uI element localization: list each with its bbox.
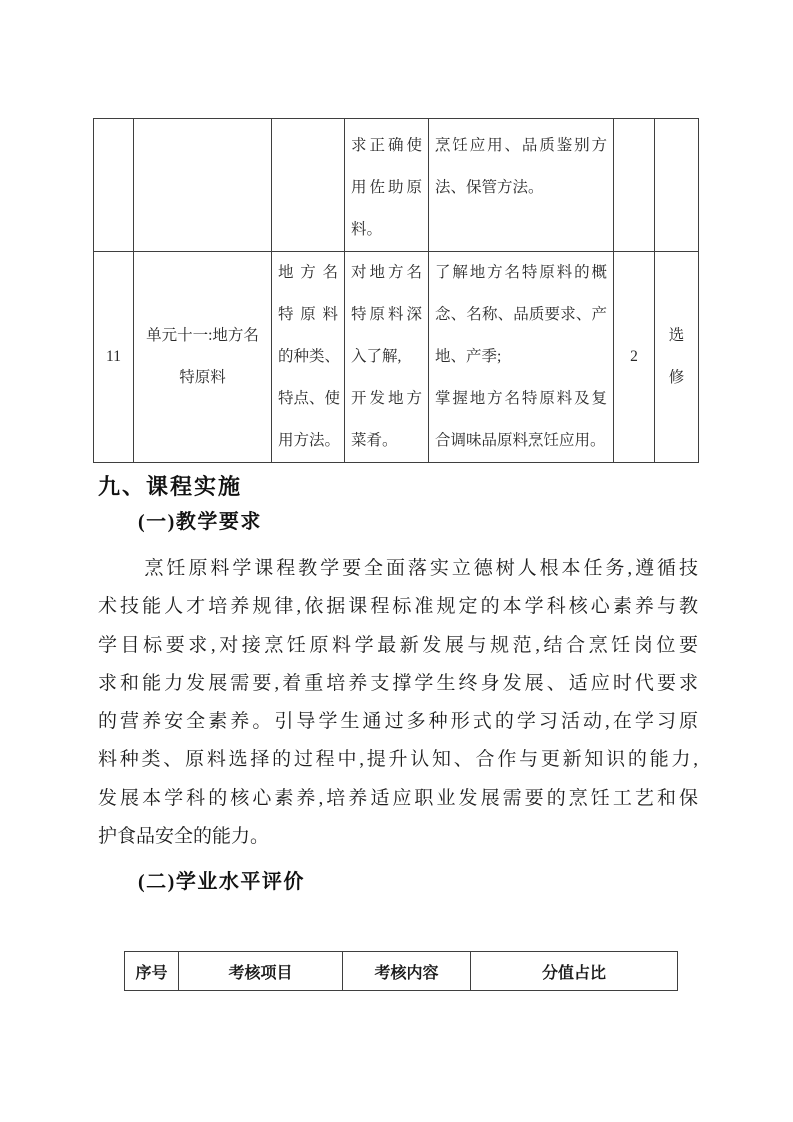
text-line: 术技能人才培养规律,依据课程标准规定的本学科核心素养与教: [98, 596, 698, 618]
cell-unit-name: [134, 252, 272, 463]
text-line: 料。: [351, 221, 383, 238]
text-line: 特原料: [179, 369, 226, 386]
text-line: 料种类、原料选择的过程中,提升认知、合作与更新知识的能力,: [98, 749, 698, 771]
table-row: [94, 252, 699, 463]
text-line: 入了解,: [351, 348, 402, 365]
text-line: 烹饪原料学课程教学要全面落实立德树人根本任务,遵循技: [144, 558, 698, 579]
cell-objective: [429, 252, 614, 463]
cell-requirement: [345, 252, 429, 463]
body-paragraph: [98, 550, 698, 856]
text-line: 的营养安全素养。引导学生通过多种形式的学习活动,在学习原: [98, 711, 698, 733]
text-line: 的种类、: [278, 348, 341, 365]
cell-hours-empty: [614, 119, 655, 252]
section-heading: 九、课程实施: [98, 474, 243, 499]
table-row: [94, 119, 699, 252]
cell-content-empty: [272, 119, 345, 252]
cell-seq: 11: [94, 252, 134, 463]
unit-table: [93, 118, 699, 463]
text-line: 烹饪应用、品质鉴别方: [435, 137, 607, 154]
text-line: 法、保管方法。: [435, 179, 544, 196]
table-header-row: [125, 952, 678, 991]
text-line: 念、名称、品质要求、产: [435, 306, 607, 323]
header-seq: 序号: [125, 952, 179, 991]
text-line: 合调味品原料烹饪应用。: [435, 432, 606, 449]
cell-hours: 2: [614, 252, 655, 463]
text-line: 地方名: [278, 264, 338, 281]
text-line: 学目标要求,对接烹饪原料学最新发展与规范,结合烹饪岗位要: [98, 634, 698, 656]
cell-objective-cont: [429, 119, 614, 252]
text-line: 求和能力发展需要,着重培养支撑学生终身发展、适应时代要求: [98, 672, 698, 694]
subsection-heading-academic-evaluation: (二)学业水平评价: [138, 871, 305, 893]
text-line: 地、产季;: [435, 348, 502, 365]
text-line: 对地方名: [351, 264, 422, 281]
text-line: 修: [668, 369, 685, 386]
cell-requirement-cont: [345, 119, 429, 252]
text-line: 护食品安全的能力。: [98, 826, 270, 848]
text-line: 求正确使: [351, 137, 422, 154]
text-line: 特点、使: [278, 390, 341, 407]
cell-unit-empty: [134, 119, 272, 252]
cell-type: [655, 252, 699, 463]
text-line: 开发地方: [351, 390, 422, 407]
text-line: 用佐助原: [351, 179, 422, 196]
header-score-ratio: 分值占比: [471, 952, 678, 991]
header-exam-content: 考核内容: [343, 952, 471, 991]
cell-type-empty: [655, 119, 699, 252]
evaluation-table: [124, 951, 678, 991]
text-line: 了解地方名特原料的概: [435, 264, 607, 281]
text-line: 单元十一:地方名: [146, 327, 259, 344]
text-line: 特原料深: [351, 306, 422, 323]
header-exam-item: 考核项目: [179, 952, 343, 991]
text-line: 用方法。: [278, 432, 341, 449]
text-line: 特原料: [278, 306, 338, 323]
cell-content: [272, 252, 345, 463]
text-line: 掌握地方名特原料及复: [435, 390, 607, 407]
subsection-heading-teaching-requirements: (一)教学要求: [138, 511, 262, 533]
text-line: 发展本学科的核心素养,培养适应职业发展需要的烹饪工艺和保: [98, 787, 698, 809]
cell-seq-empty: [94, 119, 134, 252]
text-line: 菜肴。: [351, 432, 398, 449]
text-line: 选: [668, 327, 685, 344]
